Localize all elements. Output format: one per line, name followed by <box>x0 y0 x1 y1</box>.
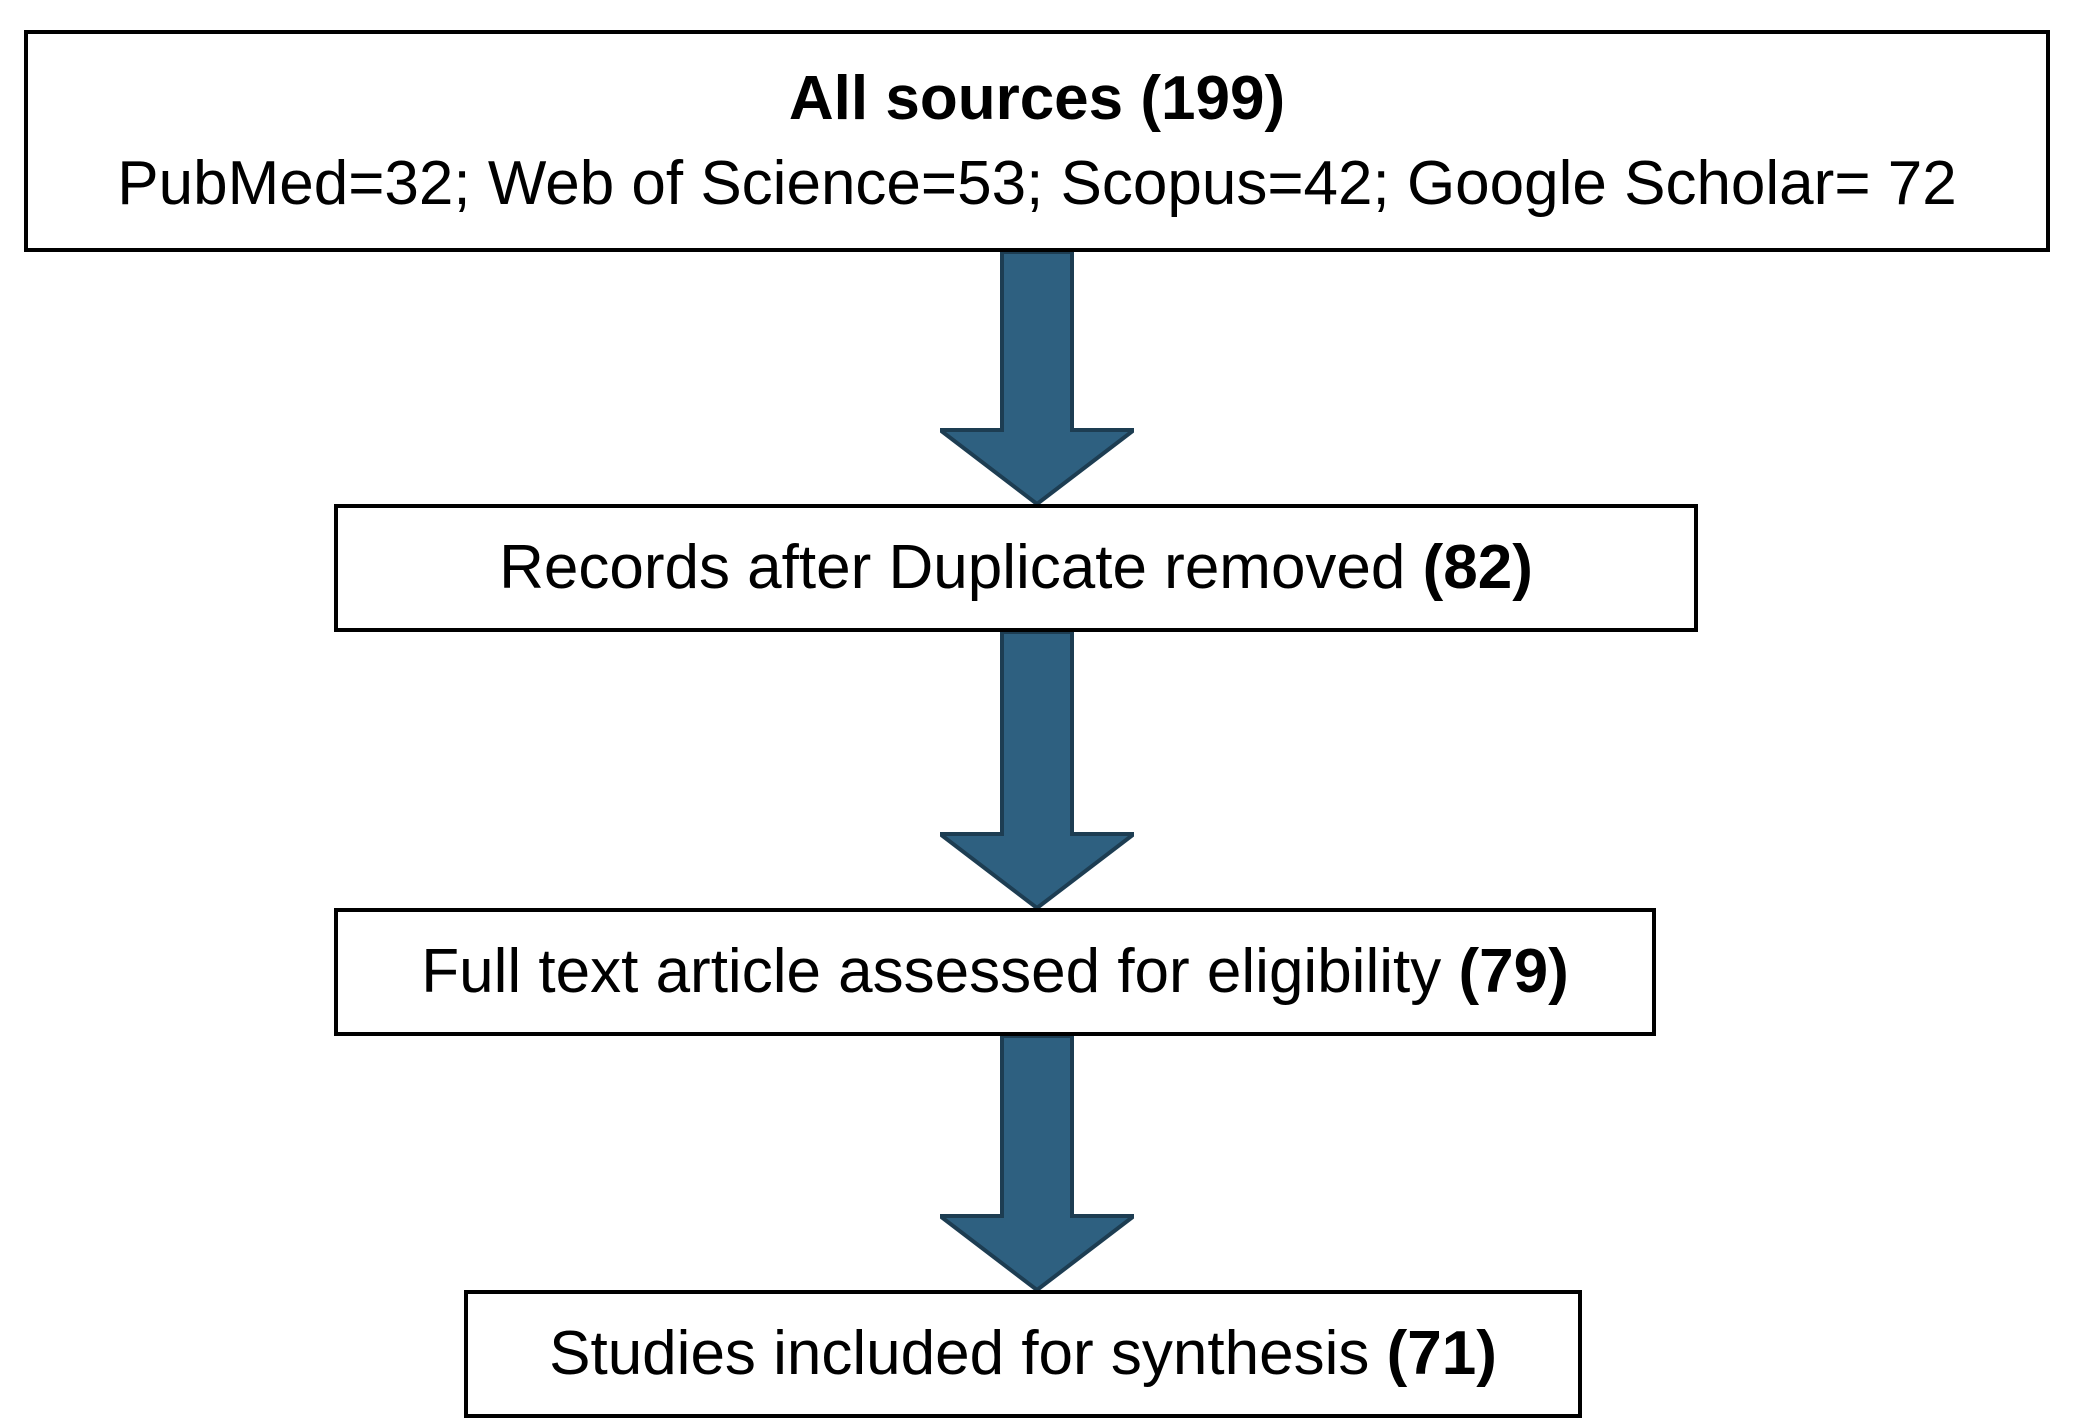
arrow-fulltext-to-included <box>940 1036 1134 1290</box>
node-full-text-eligibility <box>334 908 1656 1036</box>
node-all-sources-title: All sources (199) <box>788 63 1286 133</box>
node-studies-included-label <box>549 1317 1497 1390</box>
arrow-sources-to-duplicates <box>940 252 1134 504</box>
node-full-text-eligibility-count: (79) <box>1458 937 1569 1007</box>
node-full-text-eligibility-label <box>421 935 1568 1008</box>
node-records-after-duplicates-count: (82) <box>1422 533 1533 603</box>
node-records-after-duplicates-label <box>499 531 1533 604</box>
node-records-after-duplicates <box>334 504 1698 632</box>
node-records-after-duplicates-text: Records after Duplicate removed <box>499 533 1423 603</box>
node-studies-included-text: Studies included for synthesis <box>549 1319 1387 1389</box>
node-all-sources <box>24 30 2050 252</box>
arrow-duplicates-to-fulltext <box>940 632 1134 908</box>
node-studies-included-count: (71) <box>1386 1319 1497 1389</box>
node-full-text-eligibility-text: Full text article assessed for eligibility <box>421 937 1459 1007</box>
node-all-sources-detail: PubMed=32; Web of Science=53; Scopus=42; Google Scholar= 72 <box>117 149 1957 218</box>
node-studies-included <box>464 1290 1582 1418</box>
